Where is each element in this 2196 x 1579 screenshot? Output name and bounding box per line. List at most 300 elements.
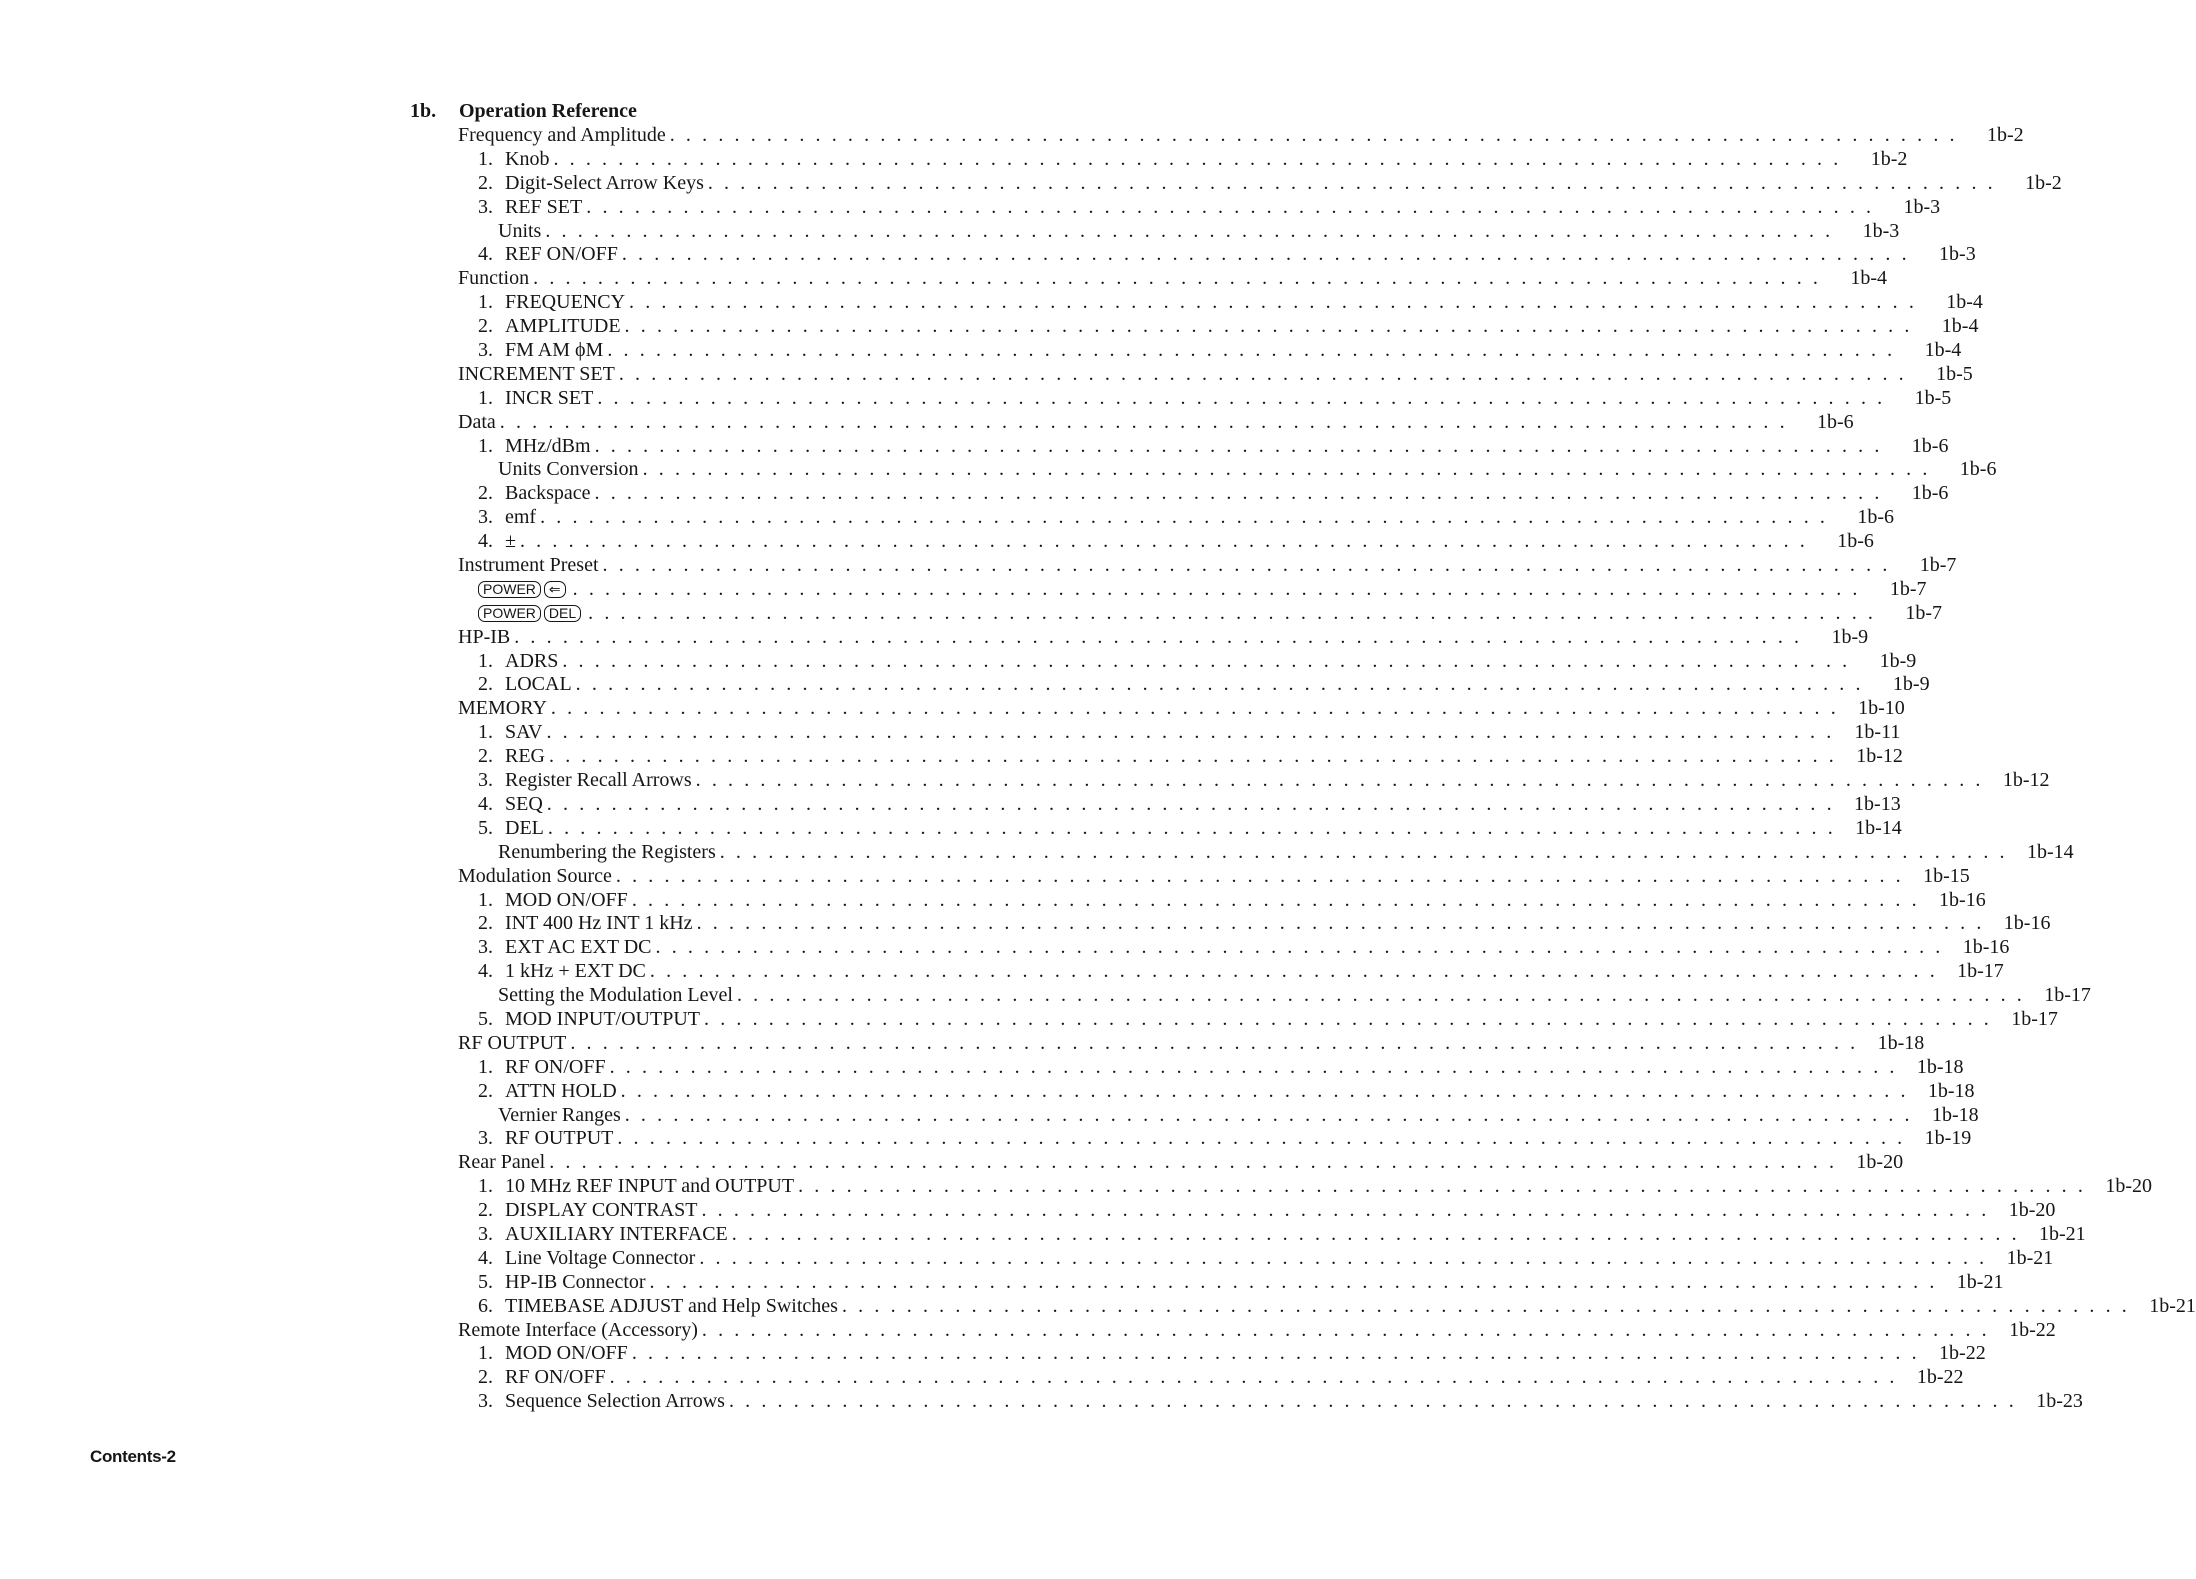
toc-entry-label bbox=[458, 411, 496, 435]
dot-leader: . . . . . . . . . . . . . . . . . . . . . . . . . . . . . . . . . . . . . . . . . . . . . . . . . . . . . . . . . . . . . . . . . . . . . . . . . . . . . . . . bbox=[609, 1366, 1898, 1389]
toc-entry-label bbox=[478, 1175, 794, 1199]
toc-entry-label bbox=[478, 291, 625, 315]
section-title: Operation Reference bbox=[459, 100, 637, 122]
dot-leader: . . . . . . . . . . . . . . . . . . . . . . . . . . . . . . . . . . . . . . . . . . . . . . . . . . . . . . . . . . . . . . . . . . . . . . . . . . . . . . . . bbox=[546, 721, 1835, 744]
toc-entry-number: 4. bbox=[478, 792, 493, 815]
dot-leader: . . . . . . . . . . . . . . . . . . . . . . . . . . . . . . . . . . . . . . . . . . . . . . . . . . . . . . . . . . . . . . . . . . . . . . . . . . . . . . . . bbox=[575, 673, 1864, 696]
toc-entry bbox=[458, 291, 1983, 315]
toc-entry-label bbox=[498, 1104, 621, 1128]
toc-entry-label bbox=[458, 267, 529, 291]
dot-leader: . . . . . . . . . . . . . . . . . . . . . . . . . . . . . . . . . . . . . . . . . . . . . . . . . . . . . . . . . . . . . . . . . . . . . . . . . . . . . . . . bbox=[618, 362, 1907, 385]
toc-entry-text: Modulation Source bbox=[458, 864, 612, 887]
toc-entry-text: Data bbox=[458, 410, 496, 433]
dot-leader: . . . . . . . . . . . . . . . . . . . . . . . . . . . . . . . . . . . . . . . . . . . . . . . . . . . . . . . . . . . . . . . . . . . . . . . . . . . . . . . . bbox=[728, 1390, 2017, 1413]
toc-entry-number: 1. bbox=[478, 1175, 493, 1198]
key-cap: ⇐ bbox=[544, 581, 566, 598]
toc-entry bbox=[458, 1366, 1964, 1390]
toc-entry-page: 1b-5 bbox=[1936, 362, 1973, 385]
toc-entry-page: 1b-3 bbox=[1939, 243, 1976, 266]
toc-entry bbox=[458, 792, 1901, 817]
toc-entry-page: 1b-6 bbox=[1817, 410, 1854, 433]
toc-entry-text: RF OUTPUT bbox=[505, 1127, 614, 1150]
toc-entry-text: Sequence Selection Arrows bbox=[505, 1390, 725, 1413]
dot-leader: . . . . . . . . . . . . . . . . . . . . . . . . . . . . . . . . . . . . . . . . . . . . . . . . . . . . . . . . . . . . . . . . . . . . . . . . . . . . . . . . bbox=[731, 1222, 2020, 1245]
toc-entry-page: 1b-4 bbox=[1946, 291, 1983, 314]
toc-entry-page: 1b-16 bbox=[2003, 912, 2051, 935]
toc-entry-text: Function bbox=[458, 267, 530, 290]
toc-entry-number: 3. bbox=[478, 339, 493, 362]
toc-entry-text: MHz/dBm bbox=[505, 434, 591, 457]
toc-entry bbox=[458, 1199, 2056, 1223]
dot-leader: . . . . . . . . . . . . . . . . . . . . . . . . . . . . . . . . . . . . . . . . . . . . . . . . . . . . . . . . . . . . . . . . . . . . . . . . . . . . . . . . bbox=[707, 171, 1996, 194]
toc-entry bbox=[458, 1270, 2004, 1295]
toc-entry bbox=[458, 888, 1986, 913]
toc-entry-number: 2. bbox=[478, 745, 493, 768]
dot-leader: . . . . . . . . . . . . . . . . . . . . . . . . . . . . . . . . . . . . . . . . . . . . . . . . . . . . . . . . . . . . . . . . . . . . . . . . . . . . . . . . bbox=[609, 1055, 1898, 1078]
toc-entry-label bbox=[478, 673, 572, 697]
dot-leader: . . . . . . . . . . . . . . . . . . . . . . . . . . . . . . . . . . . . . . . . . . . . . . . . . . . . . . . . . . . . . . . . . . . . . . . . . . . . . . . . bbox=[631, 1342, 1920, 1365]
toc-entry-number: 5. bbox=[478, 816, 493, 839]
toc-entry-text: SEQ bbox=[505, 792, 543, 815]
toc-entry bbox=[458, 625, 1869, 650]
toc-entry-number: 3. bbox=[478, 195, 493, 218]
dot-leader: . . . . . . . . . . . . . . . . . . . . . . . . . . . . . . . . . . . . . . . . . . . . . . . . . . . . . . . . . . . . . . . . . . . . . . . . . . . . . . . . bbox=[719, 840, 2008, 863]
dot-leader: . . . . . . . . . . . . . . . . . . . . . . . . . . . . . . . . . . . . . . . . . . . . . . . . . . . . . . . . . . . . . . . . . . . . . . . . . . . . . . . . bbox=[621, 243, 1910, 266]
dot-leader: . . . . . . . . . . . . . . . . . . . . . . . . . . . . . . . . . . . . . . . . . . . . . . . . . . . . . . . . . . . . . . . . . . . . . . . . . . . . . . . . bbox=[594, 434, 1883, 457]
toc-entry bbox=[458, 1151, 1904, 1175]
toc-entry-label bbox=[478, 315, 621, 339]
toc-entry-number: 4. bbox=[478, 243, 493, 266]
toc-entry-text: MOD ON/OFF bbox=[505, 1342, 628, 1365]
toc-entry-label bbox=[478, 1223, 728, 1247]
toc-entry-label bbox=[478, 1199, 697, 1223]
toc-entry-page: 1b-21 bbox=[1956, 1270, 2004, 1293]
toc-entry-label bbox=[458, 865, 612, 889]
toc-entry-text: INCR SET bbox=[505, 386, 594, 409]
toc-entry-label bbox=[478, 387, 593, 411]
key-cap: POWER bbox=[478, 581, 541, 598]
toc-entry bbox=[458, 147, 1908, 172]
toc-entry-label bbox=[478, 602, 584, 626]
toc-entry-page: 1b-12 bbox=[2002, 769, 2050, 792]
toc-entry bbox=[458, 745, 1903, 769]
toc-entry-text: Vernier Ranges bbox=[498, 1103, 621, 1126]
toc-entry-text: Renumbering the Registers bbox=[498, 840, 716, 863]
key-cap: DEL bbox=[544, 605, 581, 622]
toc-entry-text: Digit-Select Arrow Keys bbox=[505, 171, 704, 194]
toc-entry-number: 2. bbox=[478, 171, 493, 194]
toc-entry-label bbox=[458, 1151, 545, 1175]
toc-entry-text: Rear Panel bbox=[458, 1151, 546, 1174]
toc-entry-text: INT 400 Hz INT 1 kHz bbox=[505, 912, 693, 935]
dot-leader: . . . . . . . . . . . . . . . . . . . . . . . . . . . . . . . . . . . . . . . . . . . . . . . . . . . . . . . . . . . . . . . . . . . . . . . . . . . . . . . . bbox=[514, 625, 1803, 648]
toc-entry-number: 6. bbox=[478, 1294, 493, 1317]
dot-leader: . . . . . . . . . . . . . . . . . . . . . . . . . . . . . . . . . . . . . . . . . . . . . . . . . . . . . . . . . . . . . . . . . . . . . . . . . . . . . . . . bbox=[546, 792, 1835, 815]
toc-entry bbox=[458, 1175, 2152, 1199]
toc-entry-page: 1b-7 bbox=[1905, 601, 1943, 624]
toc-entry-page: 1b-6 bbox=[1911, 482, 1949, 505]
dot-leader: . . . . . . . . . . . . . . . . . . . . . . . . . . . . . . . . . . . . . . . . . . . . . . . . . . . . . . . . . . . . . . . . . . . . . . . . . . . . . . . . bbox=[624, 1103, 1913, 1126]
toc-entry-page: 1b-16 bbox=[1962, 936, 2010, 959]
toc-entry-page: 1b-23 bbox=[2036, 1390, 2083, 1413]
toc-entry-label bbox=[478, 172, 704, 196]
toc-entry-label bbox=[478, 339, 603, 363]
dot-leader: . . . . . . . . . . . . . . . . . . . . . . . . . . . . . . . . . . . . . . . . . . . . . . . . . . . . . . . . . . . . . . . . . . . . . . . . . . . . . . . . bbox=[550, 697, 1839, 720]
toc-entry bbox=[458, 1055, 1964, 1080]
toc-entry-label bbox=[478, 960, 646, 984]
toc-entry bbox=[458, 673, 1930, 697]
section-number: 1b. bbox=[410, 100, 437, 122]
toc-entry bbox=[458, 506, 1894, 530]
dot-leader: . . . . . . . . . . . . . . . . . . . . . . . . . . . . . . . . . . . . . . . . . . . . . . . . . . . . . . . . . . . . . . . . . . . . . . . . . . . . . . . . bbox=[669, 124, 1958, 146]
toc-entry bbox=[458, 482, 1949, 506]
toc-entry-number: 3. bbox=[478, 936, 493, 959]
toc-entry-text: 10 MHz REF INPUT and OUTPUT bbox=[505, 1175, 795, 1198]
dot-leader: . . . . . . . . . . . . . . . . . . . . . . . . . . . . . . . . . . . . . . . . . . . . . . . . . . . . . . . . . . . . . . . . . . . . . . . . . . . . . . . . bbox=[629, 291, 1917, 314]
toc-entry-number: 3. bbox=[478, 769, 493, 792]
toc-entry-text: REF ON/OFF bbox=[505, 243, 618, 266]
toc-entry-page: 1b-3 bbox=[1903, 195, 1941, 218]
toc-entry-text: Line Voltage Connector bbox=[505, 1246, 696, 1269]
dot-leader: . . . . . . . . . . . . . . . . . . . . . . . . . . . . . . . . . . . . . . . . . . . . . . . . . . . . . . . . . . . . . . . . . . . . . . . . . . . . . . . . bbox=[594, 482, 1883, 505]
toc-entry bbox=[458, 434, 1949, 459]
toc-entry-page: 1b-4 bbox=[1924, 339, 1962, 362]
toc-entry-page: 1b-9 bbox=[1879, 649, 1917, 672]
toc-entry-text: TIMEBASE ADJUST and Help Switches bbox=[505, 1294, 838, 1317]
toc-entry-text: DEL bbox=[505, 816, 544, 839]
toc-entry-text: Knob bbox=[505, 147, 550, 170]
dot-leader: . . . . . . . . . . . . . . . . . . . . . . . . . . . . . . . . . . . . . . . . . . . . . . . . . . . . . . . . . . . . . . . . . . . . . . . . . . . . . . . . bbox=[841, 1294, 2130, 1317]
dot-leader: . . . . . . . . . . . . . . . . . . . . . . . . . . . . . . . . . . . . . . . . . . . . . . . . . . . . . . . . . . . . . . . . . . . . . . . . . . . . . . . . bbox=[602, 554, 1891, 577]
toc-entry-label bbox=[478, 1366, 606, 1390]
toc-entry bbox=[458, 1318, 2056, 1343]
dot-leader: . . . . . . . . . . . . . . . . . . . . . . . . . . . . . . . . . . . . . . . . . . . . . . . . . . . . . . . . . . . . . . . . . . . . . . . . . . . . . . . . bbox=[699, 1246, 1988, 1269]
toc-entry-number: 2. bbox=[478, 482, 493, 505]
toc-entry bbox=[458, 1222, 2086, 1247]
toc-entry-label bbox=[478, 1295, 838, 1319]
toc-entry-page: 1b-17 bbox=[1957, 960, 2004, 983]
dot-leader: . . . . . . . . . . . . . . . . . . . . . . . . . . . . . . . . . . . . . . . . . . . . . . . . . . . . . . . . . . . . . . . . . . . . . . . . . . . . . . . . bbox=[695, 769, 1984, 792]
toc-entry-page: 1b-2 bbox=[1986, 124, 2024, 146]
toc-entry-page: 1b-18 bbox=[1916, 1055, 1964, 1078]
toc-entry-text: DISPLAY CONTRAST bbox=[505, 1199, 698, 1222]
toc-entry-page: 1b-4 bbox=[1850, 267, 1888, 290]
toc-entry-label bbox=[478, 196, 582, 220]
dot-leader: . . . . . . . . . . . . . . . . . . . . . . . . . . . . . . . . . . . . . . . . . . . . . . . . . . . . . . . . . . . . . . . . . . . . . . . . . . . . . . . . bbox=[549, 745, 1837, 768]
toc-entry-page: 1b-13 bbox=[1854, 792, 1901, 815]
toc-entry bbox=[458, 243, 1976, 267]
toc-entry bbox=[458, 195, 1941, 220]
toc-entry bbox=[458, 936, 2010, 960]
dot-leader: . . . . . . . . . . . . . . . . . . . . . . . . . . . . . . . . . . . . . . . . . . . . . . . . . . . . . . . . . . . . . . . . . . . . . . . . . . . . . . . . bbox=[620, 1079, 1909, 1102]
toc-entry-text: RF ON/OFF bbox=[505, 1055, 606, 1078]
toc-entry-number: 1. bbox=[478, 649, 493, 672]
toc-entry-page: 1b-17 bbox=[2011, 1007, 2058, 1030]
toc-entry-text: MEMORY bbox=[458, 697, 547, 720]
toc-entry-label bbox=[478, 1271, 646, 1295]
toc-entry-label bbox=[478, 745, 545, 769]
toc-entry-number: 2. bbox=[478, 1199, 493, 1222]
toc-entry bbox=[458, 984, 2091, 1008]
toc-entry-label bbox=[478, 650, 558, 674]
toc-entry-label bbox=[458, 697, 547, 721]
toc-entry-label bbox=[498, 458, 639, 482]
toc-entry-number: 2. bbox=[478, 315, 493, 338]
dot-leader: . . . . . . . . . . . . . . . . . . . . . . . . . . . . . . . . . . . . . . . . . . . . . . . . . . . . . . . . . . . . . . . . . . . . . . . . . . . . . . . . bbox=[597, 386, 1886, 409]
toc-entry bbox=[458, 1079, 1975, 1104]
toc-entry bbox=[458, 410, 1854, 435]
dot-leader: . . . . . . . . . . . . . . . . . . . . . . . . . . . . . . . . . . . . . . . . . . . . . . . . . . . . . . . . . . . . . . . . . . . . . . . . . . . . . . . . bbox=[655, 936, 1944, 959]
dot-leader: . . . . . . . . . . . . . . . . . . . . . . . . . . . . . . . . . . . . . . . . . . . . . . . . . . . . . . . . . . . . . . . . . . . . . . . . . . . . . . . . bbox=[588, 601, 1877, 624]
toc-entry-text: Frequency and Amplitude bbox=[458, 124, 666, 146]
dot-leader: . . . . . . . . . . . . . . . . . . . . . . . . . . . . . . . . . . . . . . . . . . . . . . . . . . . . . . . . . . . . . . . . . . . . . . . . . . . . . . . . bbox=[631, 888, 1920, 911]
toc-entry-number: 4. bbox=[478, 960, 493, 983]
toc-entry-page: 1b-21 bbox=[2039, 1222, 2086, 1245]
toc-entry bbox=[458, 697, 1905, 721]
toc-entry-page: 1b-7 bbox=[1889, 577, 1927, 600]
dot-leader: . . . . . . . . . . . . . . . . . . . . . . . . . . . . . . . . . . . . . . . . . . . . . . . . . . . . . . . . . . . . . . . . . . . . . . . . . . . . . . . . bbox=[615, 864, 1904, 887]
toc-entry bbox=[458, 912, 2051, 936]
toc-entry-text: FREQUENCY bbox=[505, 291, 626, 314]
toc-entry-label bbox=[478, 1342, 628, 1366]
toc-entry-number: 3. bbox=[478, 506, 493, 529]
toc-entry-text: ADRS bbox=[505, 649, 559, 672]
dot-leader: . . . . . . . . . . . . . . . . . . . . . . . . . . . . . . . . . . . . . . . . . . . . . . . . . . . . . . . . . . . . . . . . . . . . . . . . . . . . . . . . bbox=[586, 195, 1875, 218]
toc-entry bbox=[458, 577, 1927, 602]
toc-entry bbox=[458, 1294, 2196, 1319]
dot-leader: . . . . . . . . . . . . . . . . . . . . . . . . . . . . . . . . . . . . . . . . . . . . . . . . . . . . . . . . . . . . . . . . . . . . . . . . . . . . . . . . bbox=[572, 577, 1861, 600]
toc-entry bbox=[458, 960, 2004, 984]
toc-entry-page: 1b-18 bbox=[1927, 1079, 1975, 1102]
toc-entry-label bbox=[478, 148, 549, 172]
toc-entry-page: 1b-15 bbox=[1923, 864, 1970, 887]
toc-entry-page: 1b-17 bbox=[2044, 984, 2091, 1007]
toc-entry-text: REG bbox=[505, 745, 545, 768]
toc-entry-label bbox=[478, 530, 516, 554]
toc-entry bbox=[458, 530, 1874, 554]
toc-entry-number: 4. bbox=[478, 1246, 493, 1269]
toc-entry-label bbox=[478, 817, 544, 841]
toc-entry-page: 1b-9 bbox=[1831, 625, 1869, 648]
toc-entry-page: 1b-19 bbox=[1924, 1127, 1972, 1150]
toc-entry-text: MOD ON/OFF bbox=[505, 888, 628, 911]
toc-entry bbox=[458, 721, 1901, 745]
toc-entry-label bbox=[478, 506, 536, 530]
dot-leader: . . . . . . . . . . . . . . . . . . . . . . . . . . . . . . . . . . . . . . . . . . . . . . . . . . . . . . . . . . . . . . . . . . . . . . . . . . . . . . . . bbox=[642, 458, 1931, 481]
toc-entry-text: Instrument Preset bbox=[458, 554, 599, 577]
toc-entry-label bbox=[458, 626, 510, 650]
toc-entry-text: RF ON/OFF bbox=[505, 1366, 606, 1389]
toc-entry-text: Units Conversion bbox=[498, 458, 639, 481]
dot-leader: . . . . . . . . . . . . . . . . . . . . . . . . . . . . . . . . . . . . . . . . . . . . . . . . . . . . . . . . . . . . . . . . . . . . . . . . . . . . . . . . bbox=[547, 816, 1836, 839]
toc-entry-text: ATTN HOLD bbox=[505, 1079, 617, 1102]
toc-entry-page: 1b-16 bbox=[1939, 888, 1986, 911]
dot-leader: . . . . . . . . . . . . . . . . . . . . . . . . . . . . . . . . . . . . . . . . . . . . . . . . . . . . . . . . . . . . . . . . . . . . . . . . . . . . . . . . bbox=[545, 219, 1834, 242]
toc-entry bbox=[458, 171, 2062, 196]
toc-entry-text: MOD INPUT/OUTPUT bbox=[505, 1007, 700, 1030]
toc-entry-text: HP-IB bbox=[458, 625, 511, 648]
toc-entry-label bbox=[478, 243, 618, 267]
toc-entry-text: FM AM ϕM bbox=[505, 339, 604, 362]
toc-entry-text: Register Recall Arrows bbox=[505, 769, 692, 792]
dot-leader: . . . . . . . . . . . . . . . . . . . . . . . . . . . . . . . . . . . . . . . . . . . . . . . . . . . . . . . . . . . . . . . . . . . . . . . . . . . . . . . . bbox=[624, 315, 1913, 338]
toc-entry bbox=[458, 315, 1979, 339]
toc-entry bbox=[458, 124, 2024, 148]
dot-leader: . . . . . . . . . . . . . . . . . . . . . . . . . . . . . . . . . . . . . . . . . . . . . . . . . . . . . . . . . . . . . . . . . . . . . . . . . . . . . . . . bbox=[649, 960, 1938, 983]
toc-entry bbox=[458, 1007, 2058, 1032]
dot-leader: . . . . . . . . . . . . . . . . . . . . . . . . . . . . . . . . . . . . . . . . . . . . . . . . . . . . . . . . . . . . . . . . . . . . . . . . . . . . . . . . bbox=[540, 506, 1828, 529]
toc-entry-number: 2. bbox=[478, 912, 493, 935]
dot-leader: . . . . . . . . . . . . . . . . . . . . . . . . . . . . . . . . . . . . . . . . . . . . . . . . . . . . . . . . . . . . . . . . . . . . . . . . . . . . . . . . bbox=[607, 339, 1896, 362]
toc-entry-page: 1b-6 bbox=[1857, 506, 1894, 529]
toc-entry-page: 1b-5 bbox=[1914, 386, 1952, 409]
toc-entry-text: EXT AC EXT DC bbox=[505, 936, 652, 959]
dot-leader: . . . . . . . . . . . . . . . . . . . . . . . . . . . . . . . . . . . . . . . . . . . . . . . . . . . . . . . . . . . . . . . . . . . . . . . . . . . . . . . . bbox=[736, 984, 2025, 1007]
dot-leader: . . . . . . . . . . . . . . . . . . . . . . . . . . . . . . . . . . . . . . . . . . . . . . . . . . . . . . . . . . . . . . . . . . . . . . . . . . . . . . . . bbox=[562, 649, 1851, 672]
toc-entry bbox=[458, 840, 2074, 865]
toc-entry-number: 5. bbox=[478, 1007, 493, 1030]
toc-entry-label bbox=[478, 889, 628, 913]
toc-entry-page: 1b-22 bbox=[1939, 1342, 1986, 1365]
toc-entry-label bbox=[478, 912, 693, 936]
toc-entry-label bbox=[458, 363, 615, 387]
toc-entry bbox=[458, 267, 1888, 291]
toc-entry-page: 1b-7 bbox=[1919, 554, 1957, 577]
toc-entry-label bbox=[458, 124, 666, 148]
toc-entry bbox=[458, 864, 1970, 889]
toc-entry-text: 1 kHz + EXT DC bbox=[505, 960, 646, 983]
dot-leader: . . . . . . . . . . . . . . . . . . . . . . . . . . . . . . . . . . . . . . . . . . . . . . . . . . . . . . . . . . . . . . . . . . . . . . . . . . . . . . . . bbox=[553, 147, 1842, 170]
toc-entry-page: 1b-9 bbox=[1892, 673, 1930, 696]
toc-entry-label bbox=[478, 578, 569, 602]
toc-entry-label bbox=[498, 984, 733, 1008]
dot-leader: . . . . . . . . . . . . . . . . . . . . . . . . . . . . . . . . . . . . . . . . . . . . . . . . . . . . . . . . . . . . . . . . . . . . . . . . . . . . . . . . bbox=[649, 1270, 1938, 1293]
toc-entry-text: AUXILIARY INTERFACE bbox=[505, 1222, 728, 1245]
table-of-contents bbox=[458, 124, 2196, 1414]
toc-entry-label bbox=[478, 936, 652, 960]
page-footer: Contents-2 bbox=[90, 1447, 176, 1466]
toc-entry-label bbox=[478, 482, 591, 506]
toc-entry-number: 2. bbox=[478, 1366, 493, 1389]
toc-entry-number: 1. bbox=[478, 386, 493, 409]
toc-entry-page: 1b-6 bbox=[1959, 458, 1997, 481]
toc-entry-page: 1b-2 bbox=[2025, 171, 2062, 194]
toc-entry-text: INCREMENT SET bbox=[458, 362, 615, 385]
dot-leader: . . . . . . . . . . . . . . . . . . . . . . . . . . . . . . . . . . . . . . . . . . . . . . . . . . . . . . . . . . . . . . . . . . . . . . . . . . . . . . . . bbox=[798, 1175, 2086, 1198]
toc-entry-number: 1. bbox=[478, 434, 493, 457]
toc-entry bbox=[458, 362, 1973, 387]
dot-leader: . . . . . . . . . . . . . . . . . . . . . . . . . . . . . . . . . . . . . . . . . . . . . . . . . . . . . . . . . . . . . . . . . . . . . . . . . . . . . . . . bbox=[570, 1031, 1859, 1054]
toc-entry-number: 1. bbox=[478, 1342, 493, 1365]
toc-entry-label bbox=[478, 1247, 695, 1271]
toc-entry-text: SAV bbox=[505, 721, 543, 744]
toc-entry bbox=[458, 1390, 2083, 1414]
dot-leader: . . . . . . . . . . . . . . . . . . . . . . . . . . . . . . . . . . . . . . . . . . . . . . . . . . . . . . . . . . . . . . . . . . . . . . . . . . . . . . . . bbox=[549, 1151, 1838, 1174]
toc-entry-text: Remote Interface (Accessory) bbox=[458, 1318, 698, 1341]
toc-entry-label bbox=[478, 1390, 725, 1414]
toc-entry-page: 1b-3 bbox=[1862, 219, 1900, 242]
toc-entry-label bbox=[478, 1056, 606, 1080]
toc-entry-number: 3. bbox=[478, 1127, 493, 1150]
toc-entry-page: 1b-4 bbox=[1941, 315, 1979, 338]
toc-entry-label bbox=[478, 769, 692, 793]
toc-entry-number: 2. bbox=[478, 1079, 493, 1102]
toc-entry bbox=[458, 386, 1952, 411]
toc-entry-number: 3. bbox=[478, 1390, 493, 1413]
toc-entry-number: 1. bbox=[478, 291, 493, 314]
toc-entry-number: 1. bbox=[478, 888, 493, 911]
toc-entry-label bbox=[458, 1319, 698, 1343]
toc-entry-page: 1b-12 bbox=[1856, 745, 1903, 768]
toc-entry bbox=[458, 339, 1962, 363]
toc-entry-page: 1b-20 bbox=[2105, 1175, 2152, 1198]
toc-entry-label bbox=[478, 1080, 617, 1104]
toc-entry bbox=[458, 458, 1997, 482]
toc-entry-number: 4. bbox=[478, 530, 493, 553]
toc-entry-page: 1b-6 bbox=[1837, 530, 1874, 553]
toc-entry bbox=[458, 601, 1943, 626]
toc-entry bbox=[458, 1031, 1925, 1056]
toc-entry bbox=[458, 1246, 2054, 1271]
toc-entry-text: Backspace bbox=[505, 482, 591, 505]
toc-entry bbox=[458, 649, 1917, 674]
toc-entry-page: 1b-14 bbox=[1855, 816, 1902, 839]
key-cap: POWER bbox=[478, 605, 541, 622]
toc-entry-text: REF SET bbox=[505, 195, 583, 218]
toc-entry-page: 1b-18 bbox=[1877, 1031, 1925, 1054]
toc-entry-label bbox=[478, 1127, 613, 1151]
toc-entry bbox=[458, 816, 1902, 841]
toc-entry bbox=[458, 769, 2050, 793]
toc-entry bbox=[458, 1103, 1979, 1128]
toc-entry-text: emf bbox=[505, 506, 537, 529]
dot-leader: . . . . . . . . . . . . . . . . . . . . . . . . . . . . . . . . . . . . . . . . . . . . . . . . . . . . . . . . . . . . . . . . . . . . . . . . . . . . . . . . bbox=[704, 1007, 1992, 1030]
toc-entry-label bbox=[478, 435, 591, 459]
toc-entry-page: 1b-18 bbox=[1931, 1103, 1979, 1126]
toc-entry bbox=[458, 1127, 1972, 1151]
toc-entry-label bbox=[498, 220, 541, 244]
toc-entry-page: 1b-2 bbox=[1870, 147, 1908, 170]
toc-entry-page: 1b-20 bbox=[2008, 1199, 2056, 1222]
toc-entry-text: ± bbox=[505, 530, 516, 553]
toc-entry-text: Units bbox=[498, 219, 542, 242]
toc-entry-label bbox=[458, 1032, 566, 1056]
toc-entry-label bbox=[478, 793, 543, 817]
toc-entry bbox=[458, 554, 1957, 578]
toc-entry-text: LOCAL bbox=[505, 673, 572, 696]
toc-entry-number: 1. bbox=[478, 147, 493, 170]
toc-entry-page: 1b-20 bbox=[1856, 1151, 1904, 1174]
toc-entry-page: 1b-10 bbox=[1858, 697, 1905, 720]
toc-entry-page: 1b-6 bbox=[1911, 434, 1949, 457]
toc-entry-text: AMPLITUDE bbox=[505, 315, 621, 338]
toc-entry-page: 1b-14 bbox=[2026, 840, 2074, 863]
toc-entry bbox=[458, 219, 1900, 244]
toc-entry-page: 1b-22 bbox=[2009, 1318, 2056, 1341]
toc-entry-label bbox=[458, 554, 599, 578]
dot-leader: . . . . . . . . . . . . . . . . . . . . . . . . . . . . . . . . . . . . . . . . . . . . . . . . . . . . . . . . . . . . . . . . . . . . . . . . . . . . . . . . bbox=[701, 1199, 1990, 1222]
toc-entry-text: RF OUTPUT bbox=[458, 1031, 567, 1054]
dot-leader: . . . . . . . . . . . . . . . . . . . . . . . . . . . . . . . . . . . . . . . . . . . . . . . . . . . . . . . . . . . . . . . . . . . . . . . . . . . . . . . . bbox=[617, 1127, 1906, 1150]
toc-entry-page: 1b-21 bbox=[2006, 1246, 2054, 1269]
toc-entry-text: HP-IB Connector bbox=[505, 1270, 646, 1293]
toc-entry-label bbox=[478, 721, 542, 745]
dot-leader: . . . . . . . . . . . . . . . . . . . . . . . . . . . . . . . . . . . . . . . . . . . . . . . . . . . . . . . . . . . . . . . . . . . . . . . . . . . . . . . . bbox=[519, 530, 1808, 553]
toc-entry-label bbox=[498, 841, 716, 865]
toc-entry-page: 1b-21 bbox=[2149, 1294, 2196, 1317]
toc-entry-number: 1. bbox=[478, 721, 493, 744]
toc-entry-page: 1b-11 bbox=[1854, 721, 1901, 744]
